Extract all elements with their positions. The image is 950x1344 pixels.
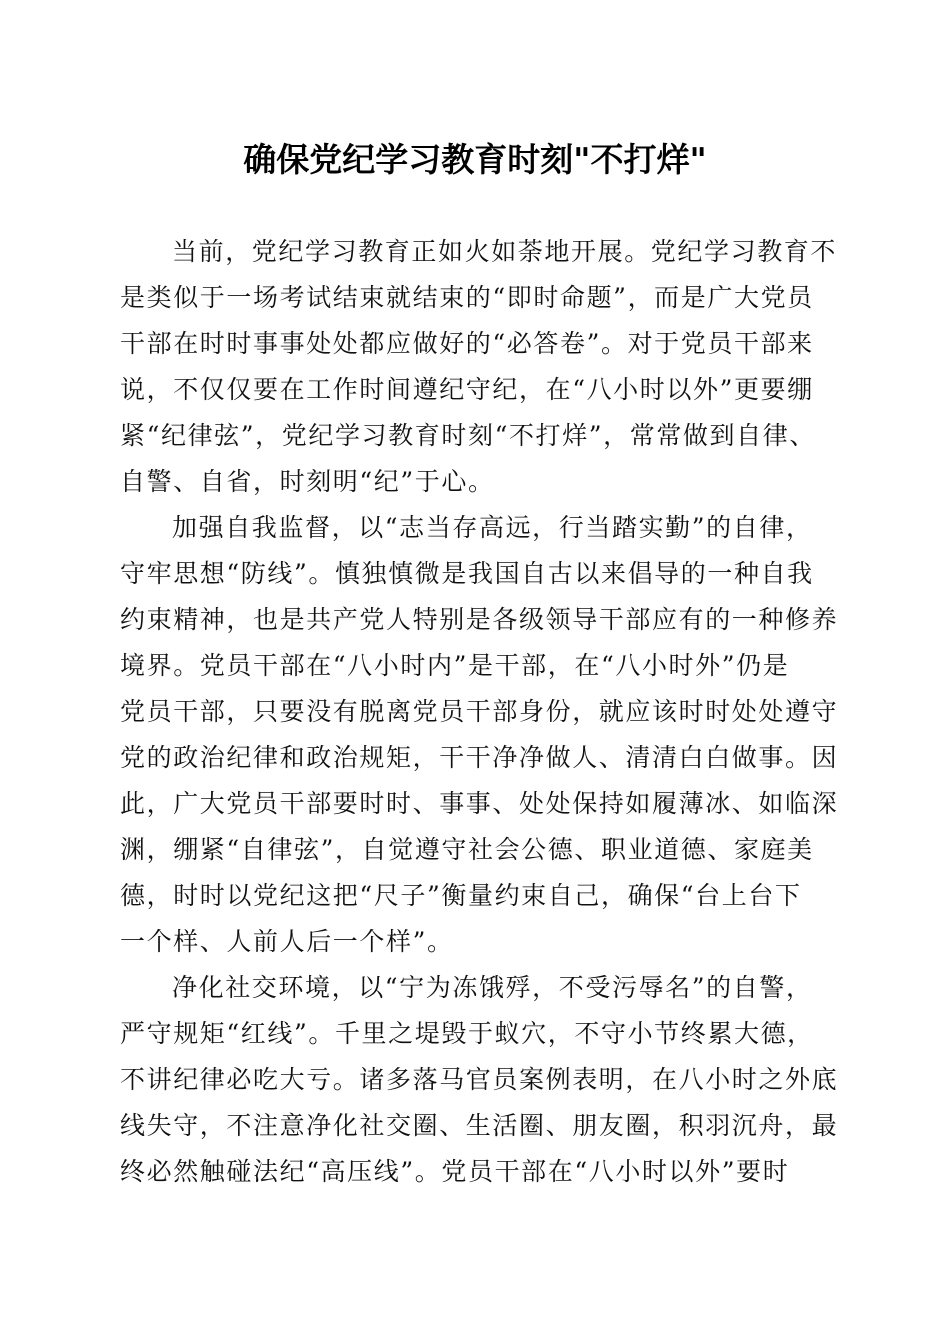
paragraph-2-line-2: 守牢思想“防线”。慎独慎微是我国自古以来倡导的一种自我 (120, 559, 814, 588)
paragraph-1-line-3: 干部在时时事事处处都应做好的“必答卷”。对于党员干部来 (120, 329, 814, 358)
paragraph-3-line-2: 严守规矩“红线”。千里之堤毁于蚁穴，不守小节终累大德， (120, 1019, 814, 1048)
paragraph-3-line-5: 终必然触碰法纪“高压线”。党员干部在“八小时以外”要时 (120, 1157, 790, 1186)
paragraph-2-line-7: 此，广大党员干部要时时、事事、处处保持如履薄冰、如临深 (120, 789, 839, 818)
paragraph-1-line-2: 是类似于一场考试结束就结束的“即时命题”，而是广大党员 (120, 283, 814, 312)
paragraph-2-line-9: 德，时时以党纪这把“尺子”衡量约束自己，确保“台上台下 (120, 881, 802, 910)
paragraph-2-line-1: 加强自我监督，以“志当存高远，行当踏实勤”的自律， (172, 513, 813, 542)
paragraph-2-line-8: 渊，绷紧“自律弦”，自觉遵守社会公德、职业道德、家庭美 (120, 835, 814, 864)
paragraph-3-line-4: 线失守，不注意净化社交圈、生活圈、朋友圈，积羽沉舟，最 (120, 1111, 839, 1140)
document-body (120, 229, 839, 1195)
paragraph-2-line-6: 党的政治纪律和政治规矩，干干净净做人、清清白白做事。因 (120, 743, 839, 772)
paragraph-2-line-5: 党员干部，只要没有脱离党员干部身份，就应该时时处处遵守 (120, 697, 839, 726)
paragraph-1-line-5: 紧“纪律弦”，党纪学习教育时刻“不打烊”，常常做到自律、 (120, 421, 816, 450)
paragraph-2-line-4: 境界。党员干部在“八小时内”是干部，在“八小时外”仍是 (120, 651, 790, 680)
paragraph-2-line-10: 一个样、人前人后一个样”。 (120, 927, 454, 956)
paragraph-1-line-6: 自警、自省，时刻明“纪”于心。 (120, 467, 495, 496)
paragraph-3-line-3: 不讲纪律必吃大亏。诸多落马官员案例表明，在八小时之外底 (120, 1065, 839, 1094)
paragraph-2-line-3: 约束精神，也是共产党人特别是各级领导干部应有的一种修养 (120, 605, 839, 634)
paragraph-3-line-1: 净化社交环境，以“宁为冻饿殍，不受污辱名”的自警， (172, 973, 813, 1002)
paragraph-1-line-1: 当前，党纪学习教育正如火如荼地开展。党纪学习教育不 (172, 237, 838, 266)
paragraph-1-line-4: 说，不仅仅要在工作时间遵纪守纪，在“八小时以外”更要绷 (120, 375, 814, 404)
document-title: 确保党纪学习教育时刻"不打烊" (243, 140, 707, 179)
